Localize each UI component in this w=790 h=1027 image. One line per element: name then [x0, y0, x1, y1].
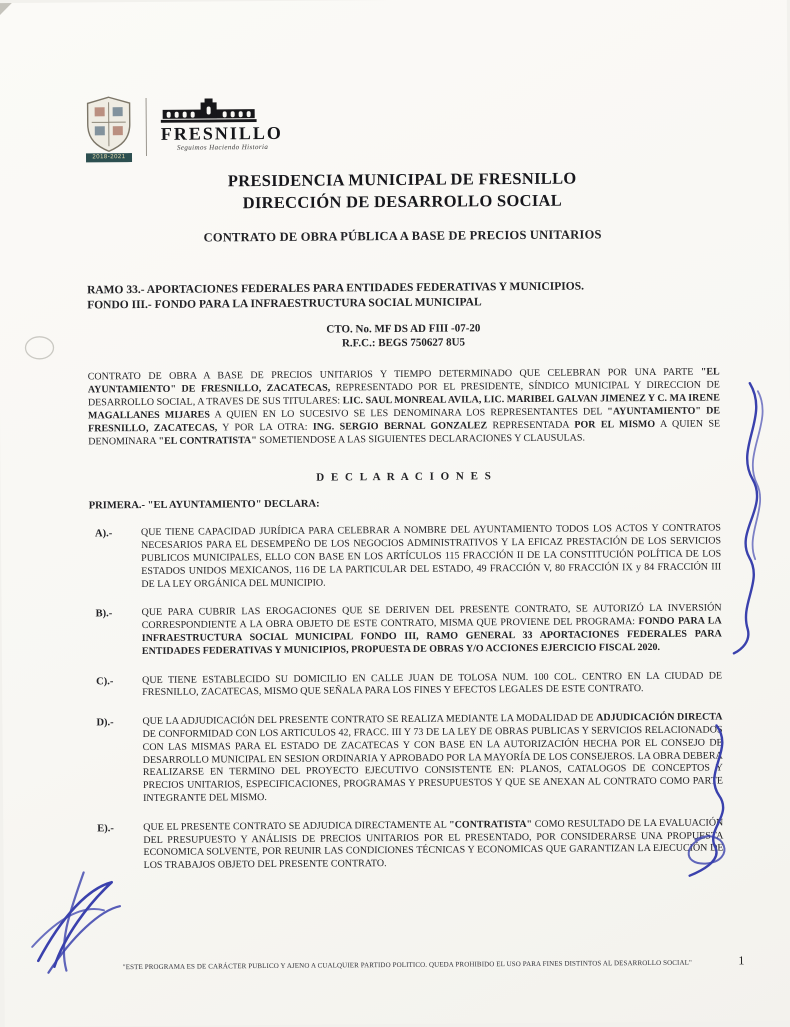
scan-corner-artifact — [0, 3, 12, 18]
page-number: 1 — [738, 953, 745, 968]
contract-rfc: R.F.C.: BEGS 750627 8U5 — [341, 336, 466, 350]
escudo-logo — [86, 96, 133, 162]
declaration-text: QUE LA ADJUDICACIÓN DEL PRESENTE CONTRATO SE REALIZA MEDIANTE LA MODALIDAD DE ADJUDICACIÓN DIRECTA DE CONFORMIDAD CON LOS ARTICULOS 42, FRACC. III Y 73 DE LA LEY DE OBRAS PUBLICAS Y SERVICIOS RELACIONADOS CON LAS MISMAS PARA EL ESTADO DE ZACATECAS Y CON BASE EN LA AUTORIZACIÓN HECHA POR EL CONSEJO DE DESARROLLO MUNICIPAL EN SESION ORDINARIA Y APROBADO POR LA MAYORÍA DE LOS CONSEJEROS. LA OBRA DEBERA REALIZARSE EN TERMINO DEL PROYECTO EJECUTIVO CONSISTENTE EN: PLANOS, CATALOGOS DE CONCEPTOS Y PRECIOS UNITARIOS, ESPECIFICACIONES, PROGRAMAS Y PRESUPUESTOS Y QUE SE ANEXAN AL CONTRATO COMO PARTE INTEGRANTE DEL MISMO. — [142, 711, 723, 805]
primera-declara-heading: PRIMERA.- "EL AYUNTAMIENTO" DECLARA: — [88, 499, 320, 512]
declaration-label: B).- — [95, 608, 113, 620]
intro-paragraph: CONTRATO DE OBRA A BASE DE PRECIOS UNITARIOS Y TIEMPO DETERMINADO QUE CELEBRAN POR UNA PARTE "EL AYUNTAMIENTO" DE FRESNILLO, ZACATECAS, REPRESENTADO POR EL PRESIDENTE, SÍNDICO MUNICIPAL Y DIRECCION DE DESARROLLO SOCIAL, A TRAVES DE SUS TITULARES: LIC. SAUL MONREAL AVILA, LIC. MARIBEL GALVAN JIMENEZ Y C. MA IRENE MAGALLANES MIJARES A QUIEN EN LO SUCESIVO SE LES DENOMINARA LOS REPRESENTANTES DEL "AYUNTAMIENTO" DE FRESNILLO, ZACATECAS, Y POR LA OTRA: ING. SERGIO BERNAL GONZALEZ REPRESENTADA POR EL MISMO A QUIEN SE DENOMINARA "EL CONTRATISTA" SOMETIENDOSE A LAS SIGUIENTES DECLARACIONES Y CLAUSULAS. — [87, 366, 721, 448]
declaration-item-e — [91, 817, 723, 873]
declaration-text: QUE TIENE CAPACIDAD JURÍDICA PARA CELEBRAR A NOMBRE DEL AYUNTAMIENTO TODOS LOS ACTOS Y CONTRATOS NECESARIOS PARA EL DESEMPEÑO DE LOS NEGOCIOS ADMINISTRATIVOS Y LA EFICAZ PRESTACIÓN DE LOS SERVICIOS PUBLICOS MUNICIPALES, ELLO CON BASE EN LOS ARTÍCULOS 115 FRACCIÓN II DE LA CONSTITUCIÓN POLÍTICA DE LOS ESTADOS UNIDOS MEXICANOS, 116 DE LA PARTICULAR DEL ESTADO, 49 FRACCIÓN V, 80 FRACCIÓN IX y 84 FRACCIÓN III DE LA LEY ORGÁNICA DEL MUNICIPIO. — [140, 522, 722, 590]
program-line2: FONDO III.- FONDO PARA LA INFRAESTRUCTURA SOCIAL MUNICIPAL — [87, 296, 482, 312]
fresnillo-tagline: Seguimos Haciendo Historia — [176, 142, 269, 152]
title-line1: PRESIDENCIA MUNICIPAL DE FRESNILLO — [227, 168, 577, 191]
document-title — [86, 166, 718, 215]
page-footer — [92, 953, 744, 973]
declaration-text: QUE PARA CUBRIR LAS EROGACIONES QUE SE DERIVEN DEL PRESENTE CONTRATO, SE AUTORIZÓ LA INVERSIÓN CORRESPONDIENTE A LA OBRA OBJETO DE ESTE CONTRATO, MISMA QUE PROVIENE DEL PROGRAMA: FONDO PARA LA INFRAESTRUCTURA SOCIAL MUNICIPAL FONDO III, RAMO GENERAL 33 APORTACIONES FEDERALES PARA ENTIDADES FEDERATIVAS Y MUNICIPIOS, PROPUESTA DE OBRAS Y/O ACCIONES EJERCICIO FISCAL 2020. — [141, 602, 722, 657]
logo-divider — [146, 98, 147, 156]
declaration-item-d — [90, 712, 723, 807]
title-line2: DIRECCIÓN DE DESARROLLO SOCIAL — [242, 190, 563, 213]
declaration-text: QUE TIENE ESTABLECIDO SU DOMICILIO EN CALLE JUAN DE TOLOSA NUM. 100 COL. CENTRO EN LA CIUDAD DE FRESNILLO, ZACATECAS, MISMO QUE SEÑALA PARA LOS FINES Y EFECTOS LEGALES DE ESTE CONTRATO. — [142, 670, 723, 699]
program-heading — [87, 278, 719, 313]
declaration-text: QUE EL PRESENTE CONTRATO SE ADJUDICA DIRECTAMENTE AL "CONTRATISTA" COMO RESULTADO DE LA EVALUACIÓN DEL PRESUPUESTO Y ANÁLISIS DE PRECIOS UNITARIOS POR EL PRESENTADO, POR CONSIDERARSE UNA PROPUESTA ECONOMICA SOLVENTE, POR REUNIR LAS CONDICIONES TÉCNICAS Y ECONOMICAS QUE GARANTIZAN LA EJECUCIÓN DE LOS TRABAJOS OBJETO DEL PRESENTE CONTRATO. — [143, 817, 724, 872]
page-content — [0, 91, 790, 874]
escudo-years-badge: 2018-2021 — [86, 153, 132, 162]
contract-type-subtitle: CONTRATO DE OBRA PÚBLICA A BASE DE PRECIOS UNITARIOS — [203, 226, 602, 245]
declaration-label: A).- — [94, 528, 113, 540]
declaration-label: E).- — [97, 823, 114, 835]
fresnillo-wordmark: FRESNILLO — [160, 122, 283, 144]
declaration-item-b — [90, 603, 722, 659]
declaration-label: D).- — [96, 717, 114, 729]
declaration-item-c — [90, 670, 722, 701]
fresnillo-logo — [161, 98, 283, 152]
fresnillo-building-icon — [161, 98, 257, 123]
header-logos — [86, 91, 718, 162]
contract-reference — [87, 319, 719, 353]
footer-quote: "ESTE PROGRAMA ES DE CARÁCTER PUBLICO Y AJENO A CUALQUIER PARTIDO POLITICO. QUEDA PROHIBIDO EL USO PARA FINES DISTINTOS AL DESARROLLO SOCIAL" — [122, 958, 692, 972]
declaration-item-a — [89, 523, 721, 592]
escudo-icon — [86, 96, 132, 152]
declaration-label: C).- — [96, 675, 114, 687]
contract-number: CTO. No. MF DS AD FIII -07-20 — [326, 322, 481, 336]
program-line1: RAMO 33.- APORTACIONES FEDERALES PARA ENTIDADES FEDERATIVAS Y MUNICIPIOS. — [87, 280, 585, 296]
declarations-heading: D E C L A R A C I O N E S — [316, 470, 493, 485]
